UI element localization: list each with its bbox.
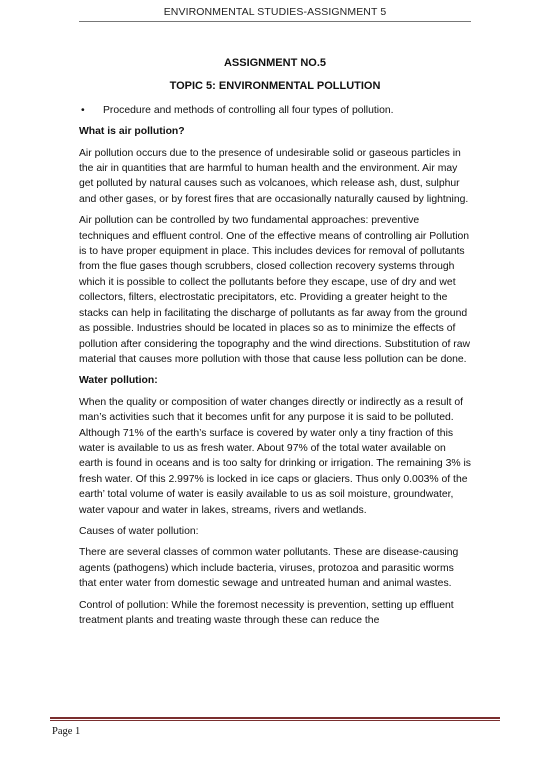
footer-rule bbox=[50, 717, 500, 719]
footer-rule-thin bbox=[50, 720, 500, 721]
bullet-item bbox=[79, 103, 471, 118]
water-pollution-heading: Water pollution: bbox=[79, 375, 158, 387]
bullet-text: Procedure and methods of controlling all four types of pollution. bbox=[103, 104, 394, 116]
topic-title: TOPIC 5: ENVIRONMENTAL POLLUTION bbox=[169, 80, 381, 93]
running-header: ENVIRONMENTAL STUDIES-ASSIGNMENT 5 bbox=[163, 6, 387, 18]
assignment-title: ASSIGNMENT NO.5 bbox=[223, 57, 327, 69]
header-rule bbox=[79, 21, 471, 22]
control-paragraph: Control of pollution: While the foremost necessity is prevention, setting up effluent treatment plants and treating waste through these can reduce the bbox=[79, 599, 454, 626]
air-pollution-paragraph-1: Air pollution occurs due to the presence of undesirable solid or gaseous particles in the air in quantities that are harmful to human health and the environment. Air may get polluted by natural causes such as volcanoes, which release ash, dust, sulphur and other gases, or by forest fires that are occasionally naturally caused by lightning. bbox=[79, 147, 469, 205]
causes-label: Causes of water pollution: bbox=[79, 525, 199, 537]
bullet-icon: • bbox=[81, 104, 85, 116]
air-pollution-paragraph-2: Air pollution can be controlled by two fundamental approaches: preventive techniques and effluent control. One of the effective means of controlling air Pollution is to have proper equipment in place. This includes devices for removal of pollutants from the flue gases though scrubbers, closed collection recovery systems through which it is possible to collect the pollutants before they escape, use of dry and wet collectors, filters, electrostatic precipitators, etc. Providing a greater height to the stacks can help in facilitating the discharge of pollutants as far away from the ground as possible. Industries should be located in places so as to minimize the effects of pollution after considering the topography and the wind directions. Substitution of raw material that causes more pollution with those that cause less pollution can be done. bbox=[79, 215, 471, 365]
causes-paragraph: There are several classes of common water pollutants. These are disease-causing agents (pathogens) which include bacteria, viruses, protozoa and parasitic worms that enter water from domestic sewage and untreated human and animal wastes. bbox=[79, 547, 459, 590]
air-pollution-heading: What is air pollution? bbox=[79, 126, 185, 138]
page-number: Page 1 bbox=[52, 726, 81, 737]
water-pollution-paragraph: When the quality or composition of water changes directly or indirectly as a result of man’s activities such that it becomes unfit for any purpose it is said to be polluted. Although 71% of the earth’s surface is covered by water only a tiny fraction of this water is available to us as fresh water. About 97% of the total water available on earth is found in oceans and is too salty for drinking or irrigation. The remaining 3% is fresh water. Of this 2.997% is locked in ice caps or glaciers. Thus only 0.003% of the earth’ total volume of water is easily available to us as soil moisture, groundwater, water vapour and water in lakes, streams, rivers and wetlands. bbox=[79, 396, 471, 516]
document-body bbox=[79, 56, 471, 634]
